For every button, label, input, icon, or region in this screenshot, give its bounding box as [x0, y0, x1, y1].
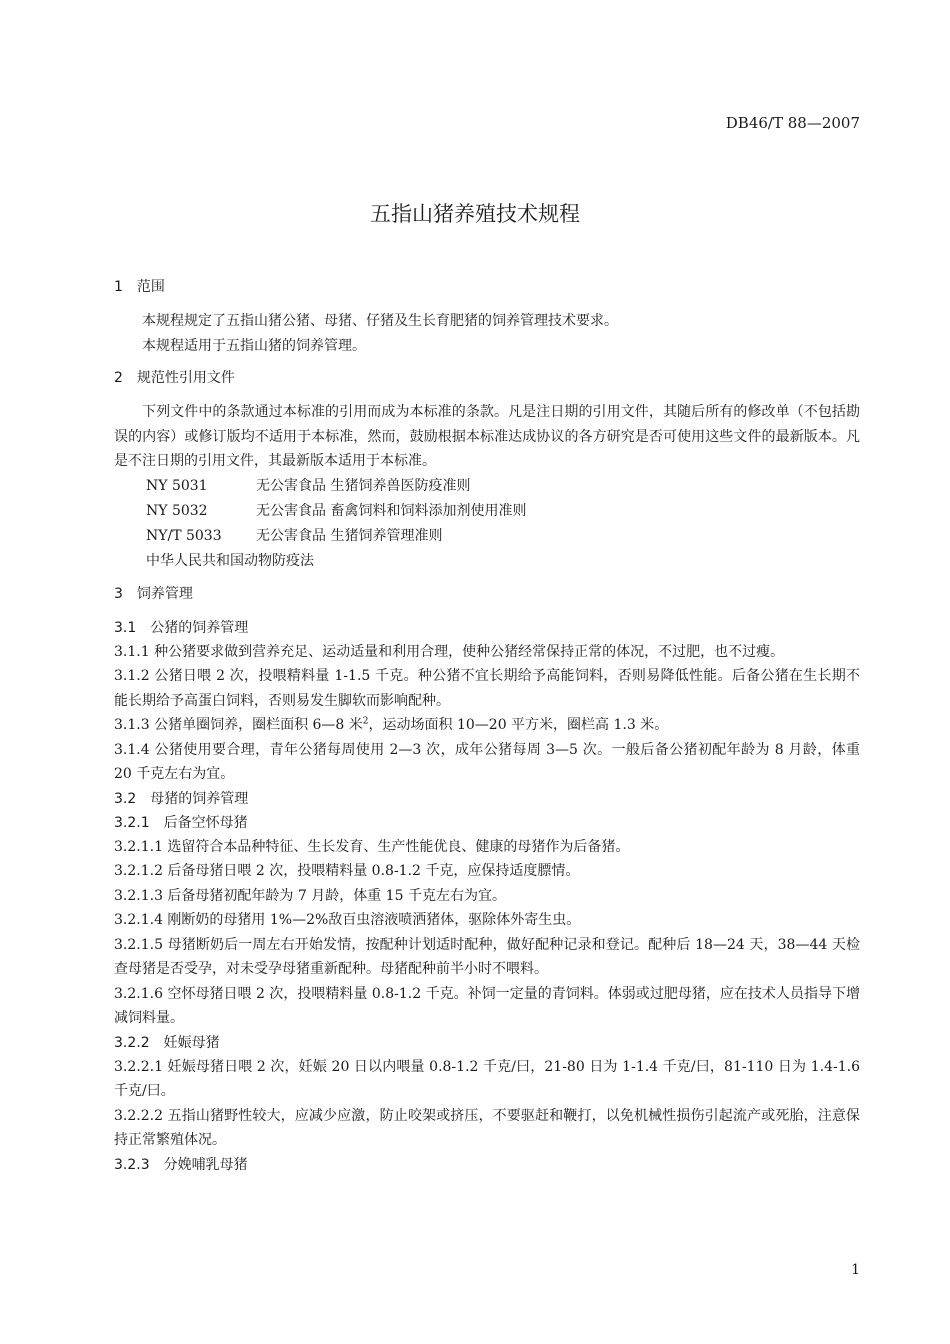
clause-3-2-1-2: 3.2.1.2 后备母猪日喂 2 次，投喂精料量 0.8-1.2 千克，应保持适度膘情。	[114, 863, 580, 879]
reference-code: NY 5032	[146, 502, 208, 519]
document-body	[114, 275, 860, 1177]
reference-title: 无公害食品 生猪饲养管理准则	[256, 527, 443, 544]
reference-title: 无公害食品 生猪饲养兽医防疫准则	[256, 477, 471, 494]
clause-3-1-2: 3.1.2 公猪日喂 2 次，投喂精料量 1-1.5 千克。种公猪不宜长期给予高能饲料，否则易降低性能。后备公猪在生长期不能长期给予高蛋白饲料，否则易发生脚软而影响配种。	[114, 668, 860, 709]
clause-3-2-1-6: 3.2.1.6 空怀母猪日喂 2 次，投喂精料量 0.8-1.2 千克。补饲一定量的青饲料。体弱或过肥母猪，应在技术人员指导下增减饲料量。	[114, 985, 860, 1026]
clause-3-2-2-1: 3.2.2.1 妊娠母猪日喂 2 次，妊娠 20 日以内喂量 0.8-1.2 千克/曰，21-80 日为 1-1.4 千克/曰，81-110 日为 1.4-1.6 千克/曰。	[114, 1058, 860, 1099]
clause-3-1-3: 3.1.3 公猪单圈饲养，圈栏面积 6—8 米$^2$，运动场面积 10—20 平方米，圈栏高 1.3 米。	[114, 716, 669, 733]
clause-3-2-1-4: 3.2.1.4 刚断奶的母猪用 1%—2%敌百虫溶液喷洒猪体，驱除体外寄生虫。	[114, 912, 581, 928]
clause-3-2-1-5: 3.2.1.5 母猪断奶后一周左右开始发情，按配种计划适时配种，做好配种记录和登记。配种后 18—24 天，38—44 天检查母猪是否受孕，对未受孕母猪重新配种。母猪配种前半小时不喂料。	[114, 936, 860, 977]
section-3-2-heading: 3.2 母猪的饲养管理	[114, 790, 249, 807]
clause-3-1-1: 3.1.1 种公猪要求做到营养充足、运动适量和利用合理，使种公猪经常保持正常的体况，不过肥，也不过瘦。	[114, 643, 785, 660]
page-number: 1	[851, 1262, 860, 1278]
section-2-intro: 下列文件中的条款通过本标准的引用而成为本标准的条款。凡是注日期的引用文件，其随后所有的修改单（不包括勘误的内容）或修订版均不适用于本标准，然而，鼓励根据本标准达成协议的各方研究是否可使用这些文件的最新版本。凡是不注日期的引用文件，其最新版本适用于本标准。	[114, 404, 860, 469]
section-3-1-heading: 3.1 公猪的饲养管理	[114, 619, 249, 636]
clause-3-1-4: 3.1.4 公猪使用要合理，青年公猪每周使用 2—3 次，成年公猪每周 3—5 次。一般后备公猪初配年龄为 8 月龄，体重 20 千克左右为宜。	[114, 741, 860, 782]
clause-3-2-1-1: 3.2.1.1 选留符合本品种特征、生长发育、生产性能优良、健康的母猪作为后备猪。	[114, 838, 630, 855]
section-1-heading: 1 范围	[114, 279, 165, 295]
superscript: 2	[362, 716, 369, 727]
reference-item	[114, 524, 860, 549]
clause-3-2-1-3: 3.2.1.3 后备母猪初配年龄为 7 月龄，体重 15 千克左右为宜。	[114, 887, 506, 904]
reference-item	[114, 499, 860, 524]
clause-3-2-2-2: 3.2.2.2 五指山猪野性较大，应减少应激，防止咬架或挤压，不要驱赶和鞭打，以免机械性损伤引起流产或死胎，注意保持正常繁殖体况。	[114, 1107, 860, 1148]
section-1-para-2: 本规程适用于五指山猪的饲养管理。	[142, 337, 366, 354]
section-3-2-1-heading: 3.2.1 后备空怀母猪	[114, 814, 248, 831]
section-2-heading: 2 规范性引用文件	[114, 370, 235, 386]
reference-item	[114, 474, 860, 499]
reference-code: NY/T 5033	[146, 527, 222, 544]
document-code: DB46/T 88—2007	[725, 114, 860, 132]
section-1-para-1: 本规程规定了五指山猪公猪、母猪、仔猪及生长育肥猪的饲养管理技术要求。	[142, 313, 618, 329]
reference-code: NY 5031	[146, 477, 208, 494]
reference-law: 中华人民共和国动物防疫法	[146, 552, 314, 569]
section-3-heading: 3 饲养管理	[114, 585, 193, 602]
page-title: 五指山猪养殖技术规程	[370, 202, 580, 226]
section-3-2-2-heading: 3.2.2 妊娠母猪	[114, 1034, 220, 1051]
reference-title: 无公害食品 畜禽饲料和饲料添加剂使用准则	[256, 502, 527, 519]
section-3-2-3-heading: 3.2.3 分娩哺乳母猪	[114, 1156, 248, 1173]
